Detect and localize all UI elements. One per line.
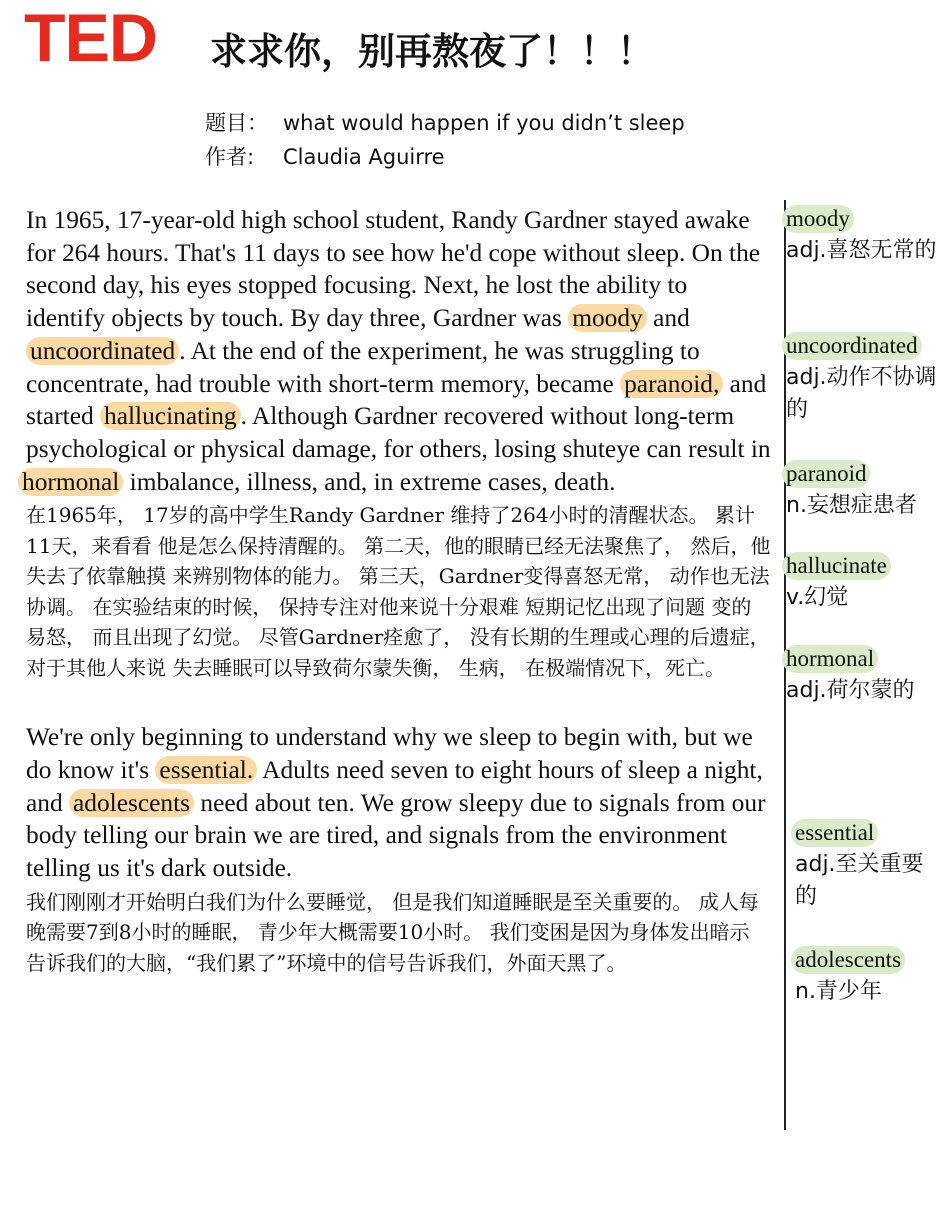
text-run: and started	[26, 369, 767, 431]
text-run: Adults need seven to eight hours of sleep a night, and	[26, 756, 763, 817]
paragraph-1-chinese: 在1965年， 17岁的高中学生Randy Gardner 维持了264小时的清醒状态。 累计11天，来看看 他是怎么保持清醒的。 第二天，他的眼睛已经无法聚焦了， 然后，他失去了依靠触摸 来辨别物体的能力。 第三天，Gardner变得喜怒无常， 动作也无法协调。 在实验结束的时候， 保持专注对他来说十分艰难 短期记忆出现了问题 变的易怒， 而且出现了幻觉。 尽管Gardner痊愈了， 没有长期的生理或心理的后遗症， 对于其他人来说 失去睡眠可以导致荷尔蒙失衡， 生病， 在极端情况下，死亡。	[26, 503, 771, 680]
gloss-paranoid	[786, 460, 946, 522]
text-run: imbalance, illness, and, in extreme cases, death.	[123, 467, 616, 496]
gloss-word: moody	[782, 205, 854, 233]
gloss-word: essential	[791, 819, 878, 847]
paragraph-2-chinese: 我们刚刚才开始明白我们为什么要睡觉， 但是我们知道睡眠是至关重要的。 成人每晚需要7到8小时的睡眠， 青少年大概需要10小时。 我们变困是因为身体发出暗示 告诉我们的大脑，“我们累了”环境中的信号告诉我们，外面天黑了。	[26, 889, 759, 975]
text-run: In 1965, 17-year-old high school student, Randy Gardner stayed awake for 264 hours. That's 11 days to see how he'd cope without sleep. On the second day, his eyes stopped focusing. Next, he lost the ability to identify objects by touch. By day three, Gardner was	[26, 206, 761, 333]
highlight-uncoordinated: uncoordinated	[26, 337, 179, 365]
author-value: Claudia Aguirre	[283, 145, 445, 169]
topic-value: what would happen if you didn’t sleep	[283, 111, 685, 135]
highlight-hallucinating: hallucinating	[100, 402, 241, 430]
gloss-word: hallucinate	[782, 552, 891, 580]
gloss-definition: n.妄想症患者	[786, 493, 917, 518]
author-row	[205, 140, 685, 174]
ted-logo: TED	[24, 0, 157, 76]
gloss-hormonal	[786, 645, 946, 707]
gloss-moody	[786, 205, 946, 267]
topic-row	[205, 106, 685, 140]
gloss-adolescents	[795, 946, 940, 1008]
gloss-hallucinate	[786, 552, 946, 614]
text-run: . At the end of the experiment, he was struggling to concentrate, had trouble with short-term memory, became	[26, 336, 700, 398]
gloss-definition: adj.荷尔蒙的	[786, 678, 915, 703]
highlight-moody: moody	[568, 304, 647, 332]
gloss-word: uncoordinated	[782, 332, 922, 360]
page-title: 求求你，别再熬夜了！！！	[210, 30, 654, 73]
article-body	[22, 204, 771, 978]
highlight-hormonal: hormonal	[18, 468, 123, 496]
highlight-essential: essential.	[155, 756, 257, 784]
gloss-word: hormonal	[782, 645, 878, 673]
gloss-definition: v.幻觉	[786, 585, 849, 610]
paragraph-1-english	[22, 204, 771, 498]
author-label: 作者:	[205, 145, 255, 169]
gloss-word: adolescents	[791, 946, 905, 974]
paragraph-2-english	[26, 721, 771, 885]
text-run: We're only beginning to understand why we sleep to begin with, but we do know it's	[26, 723, 753, 785]
text-run: and	[646, 304, 690, 333]
text-run: . Although Gardner recovered without long-term psychological or physical damage, for others, losing shuteye can result in	[26, 402, 771, 463]
highlight-paranoid: paranoid,	[620, 370, 723, 398]
highlight-adolescents: adolescents	[69, 789, 194, 817]
gloss-definition: n.青少年	[795, 979, 882, 1004]
gloss-word: paranoid	[782, 460, 870, 488]
gloss-definition: adj.动作不协调的	[786, 365, 937, 422]
gloss-definition: adj.喜怒无常的	[786, 238, 937, 263]
gloss-essential	[795, 819, 940, 913]
gloss-uncoordinated	[786, 332, 946, 426]
gloss-definition: adj.至关重要的	[795, 852, 924, 909]
text-run: need about ten. We grow sleepy due to signals from our body telling our brain we are tired, and signals from the environment telling us it's dark outside.	[26, 788, 766, 883]
topic-label: 题目：	[205, 111, 268, 135]
talk-meta	[205, 106, 685, 174]
